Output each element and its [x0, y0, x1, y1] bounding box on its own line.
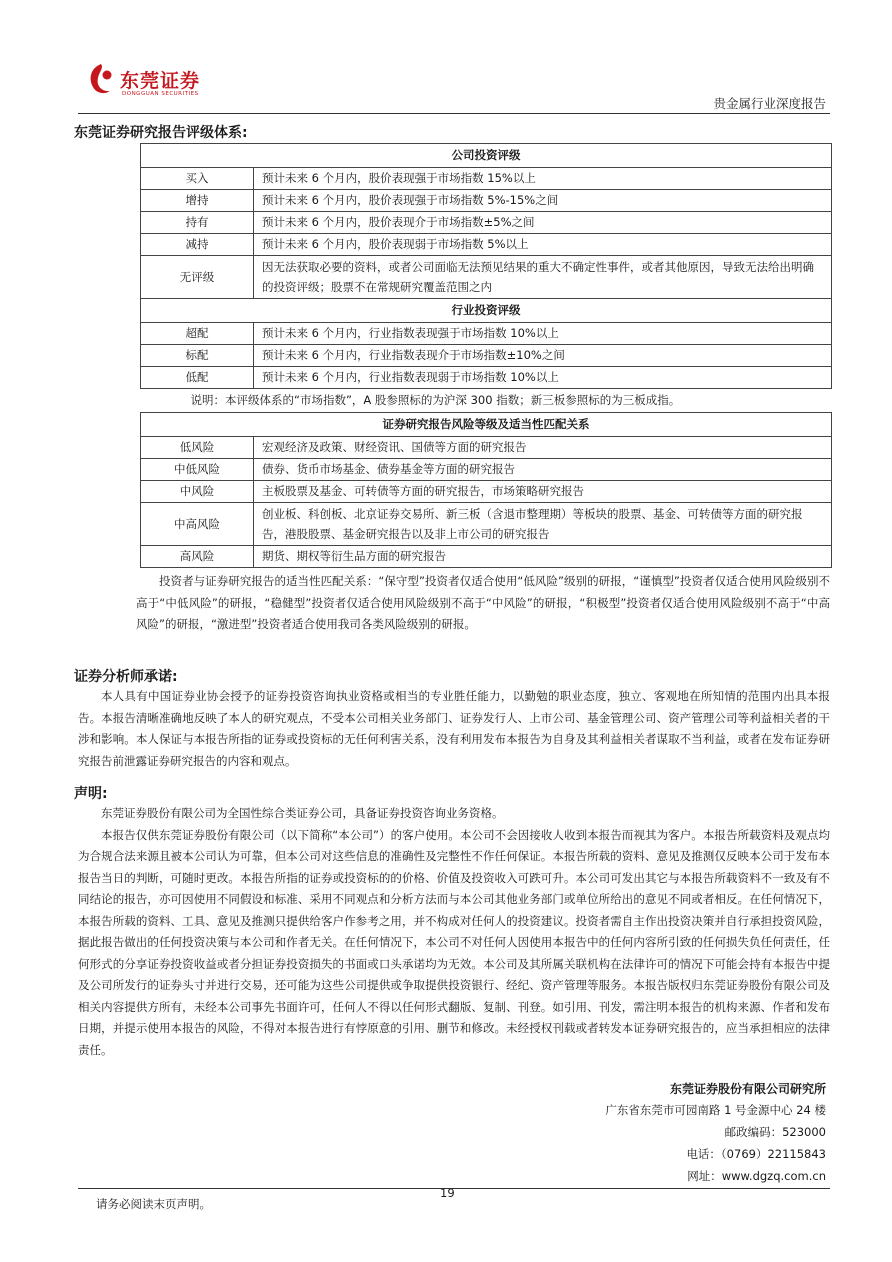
rating-note: 说明：本评级体系的“市场指数”，A 股参照标的为沪深 300 指数；新三板参照标的为三板成指。 — [141, 389, 832, 413]
brand-name-en: DONGGUAN SECURITIES — [122, 91, 199, 97]
table-row — [141, 459, 832, 481]
risk-level: 中低风险 — [141, 459, 254, 481]
statement-section-title: 声明: — [74, 786, 108, 802]
rating-label: 标配 — [141, 345, 254, 367]
rating-label: 无评级 — [141, 256, 254, 299]
rating-desc: 预计未来 6 个月内，行业指数表现弱于市场指数 10%以上 — [254, 367, 832, 389]
footer-notice: 请务必阅读末页声明。 — [96, 1197, 211, 1211]
company-rating-heading: 公司投资评级 — [141, 144, 832, 168]
report-type: 贵金属行业深度报告 — [713, 96, 826, 111]
table-row — [141, 323, 832, 345]
rating-desc: 因无法获取必要的资料，或者公司面临无法预见结果的重大不确定性事件，或者其他原因，导致无法给出明确的投资评级；股票不在常规研究覆盖范围之内 — [254, 256, 832, 299]
rating-section-title: 东莞证券研究报告评级体系: — [74, 125, 248, 141]
rating-label: 减持 — [141, 234, 254, 256]
table-row — [141, 367, 832, 389]
rating-label: 低配 — [141, 367, 254, 389]
page-number: 19 — [440, 1186, 455, 1200]
table-row — [141, 212, 832, 234]
risk-desc: 期货、期权等衍生品方面的研究报告 — [254, 546, 832, 568]
rating-desc: 预计未来 6 个月内，股价表现强于市场指数 5%-15%之间 — [254, 190, 832, 212]
analyst-section-title: 证券分析师承诺: — [74, 669, 178, 685]
statement-text-1: 东莞证券股份有限公司为全国性综合类证券公司，具备证券投资咨询业务资格。 — [101, 806, 504, 820]
institute-website: 网址：www.dgzq.com.cn — [687, 1169, 826, 1183]
rating-desc: 预计未来 6 个月内，行业指数表现介于市场指数±10%之间 — [254, 345, 832, 367]
institute-phone: 电话：（0769）22115843 — [686, 1147, 826, 1161]
rating-desc: 预计未来 6 个月内，股价表现弱于市场指数 5%以上 — [254, 234, 832, 256]
table-row — [141, 481, 832, 503]
rating-label: 增持 — [141, 190, 254, 212]
risk-desc: 创业板、科创板、北京证券交易所、新三板（含退市整理期）等板块的股票、基金、可转债等方面的研究报告，港股股票、基金研究报告以及非上市公司的研究报告 — [254, 503, 832, 546]
rating-table — [140, 143, 832, 568]
table-row — [141, 503, 832, 546]
table-row — [141, 256, 832, 299]
risk-level: 中风险 — [141, 481, 254, 503]
table-row — [141, 190, 832, 212]
statement-paragraphs — [78, 803, 830, 1061]
risk-desc: 宏观经济及政策、财经资讯、国债等方面的研究报告 — [254, 437, 832, 459]
risk-desc: 债券、货币市场基金、债券基金等方面的研究报告 — [254, 459, 832, 481]
risk-level: 高风险 — [141, 546, 254, 568]
risk-level: 中高风险 — [141, 503, 254, 546]
brand-name-cn: 东莞证券 — [120, 70, 201, 92]
table-row — [141, 437, 832, 459]
rating-label: 持有 — [141, 212, 254, 234]
table-row — [141, 345, 832, 367]
logo-mark-icon — [86, 62, 116, 96]
table-row — [141, 546, 832, 568]
risk-level: 低风险 — [141, 437, 254, 459]
suitability-text: 投资者与证券研究报告的适当性匹配关系：“保守型”投资者仅适合使用“低风险”级别的研报，“谨慎型”投资者仅适合使用风险级别不高于“中低风险”的研报，“稳健型”投资者仅适合使用风险级别不高于“中风险”的研报，“积极型”投资者仅适合使用风险级别不高于“中高风险”的研报，“激进型”投资者适合使用我司各类风险级别的研报。 — [136, 574, 830, 631]
risk-heading: 证券研究报告风险等级及适当性匹配关系 — [141, 413, 832, 437]
rating-label: 超配 — [141, 323, 254, 345]
analyst-paragraph — [78, 686, 830, 772]
statement-text-2: 本报告仅供东莞证券股份有限公司（以下简称“本公司”）的客户使用。本公司不会因接收人收到本报告而视其为客户。本报告所载资料及观点均为合规合法来源且被本公司认为可靠，但本公司对这些信息的准确性及完整性不作任何保证。本报告所载的资料、意见及推测仅反映本公司于发布本报告当日的判断，可随时更改。本报告所指的证券或投资标的的价格、价值及投资收入可跌可升。本公司可发出其它与本报告所载资料不一致及有不同结论的报告，亦可因使用不同假设和标准、采用不同观点和分析方法而与本公司其他业务部门或单位所给出的意见不同或者相反。在任何情况下，本报告所载的资料、工具、意见及推测只提供给客户作参考之用，并不构成对任何人的投资建议。投资者需自主作出投资决策并自行承担投资风险，据此报告做出的任何投资决策与本公司和作者无关。在任何情况下，本公司不对任何人因使用本报告中的任何内容所引致的任何损失负任何责任，任何形式的分享证券投资收益或者分担证券投资损失的书面或口头承诺均为无效。本公司及其所属关联机构在法律许可的情况下可能会持有本报告中提及公司所发行的证券头寸并进行交易，还可能为这些公司提供或争取提供投资银行、经纪、资产管理等服务。本报告版权归东莞证券股份有限公司及相关内容提供方所有，未经本公司事先书面许可，任何人不得以任何形式翻版、复制、刊登。如引用、刊发，需注明本报告的机构来源、作者和发布日期，并提示使用本报告的风险，不得对本报告进行有悖原意的引用、删节和修改。未经授权刊载或者转发本证券研究报告的，应当承担相应的法律责任。 — [78, 827, 830, 1057]
rating-label: 买入 — [141, 168, 254, 190]
industry-rating-heading: 行业投资评级 — [141, 299, 832, 323]
risk-desc: 主板股票及基金、可转债等方面的研究报告，市场策略研究报告 — [254, 481, 832, 503]
suitability-paragraph — [78, 571, 830, 636]
rating-desc: 预计未来 6 个月内，股价表现强于市场指数 15%以上 — [254, 168, 832, 190]
header-divider — [78, 113, 830, 114]
analyst-text: 本人具有中国证券业协会授予的证券投资咨询执业资格或相当的专业胜任能力，以勤勉的职业态度，独立、客观地在所知情的范围内出具本报告。本报告清晰准确地反映了本人的研究观点，不受本公司相关业务部门、证券发行人、上市公司、基金管理公司、资产管理公司等利益相关者的干涉和影响。本人保证与本报告所指的证券或投资标的无任何利害关系，没有利用发布本报告为自身及其利益相关者谋取不当利益，或者在发布证券研究报告前泄露证券研究报告的内容和观点。 — [78, 689, 830, 768]
rating-desc: 预计未来 6 个月内，股价表现介于市场指数±5%之间 — [254, 212, 832, 234]
rating-desc: 预计未来 6 个月内，行业指数表现强于市场指数 10%以上 — [254, 323, 832, 345]
institute-postcode: 邮政编码：523000 — [724, 1125, 826, 1139]
institute-address: 广东省东莞市可园南路 1 号金源中心 24 楼 — [605, 1103, 826, 1117]
table-row — [141, 234, 832, 256]
table-row — [141, 168, 832, 190]
brand-logo — [86, 62, 236, 110]
institute-name: 东莞证券股份有限公司研究所 — [669, 1082, 826, 1096]
